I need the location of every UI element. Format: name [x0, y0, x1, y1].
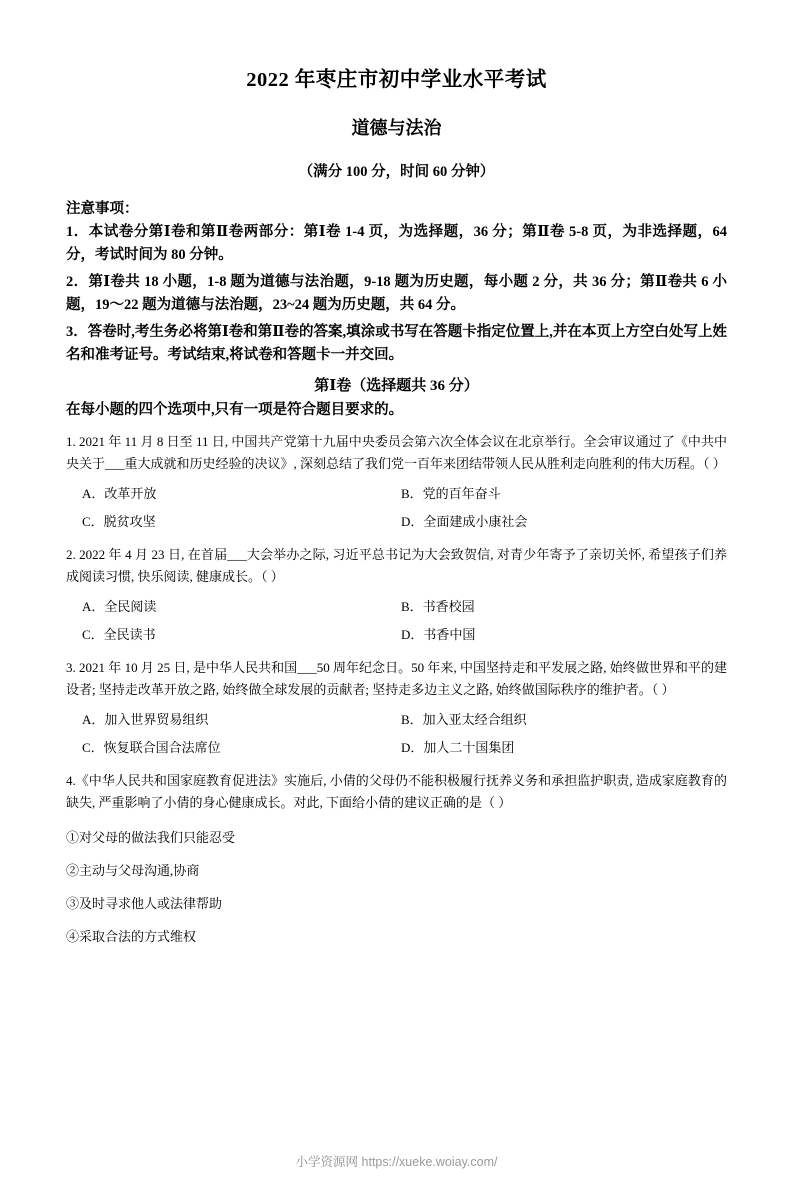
question-4-statement-2: ②主动与父母沟通,协商: [66, 862, 200, 878]
question-1-options: [66, 484, 727, 532]
question-3-option-a[interactable]: A．加入世界贸易组织: [82, 711, 209, 727]
question-3-option-d[interactable]: D．加人二十国集团: [401, 739, 515, 755]
question-1-option-a[interactable]: A．改革开放: [82, 485, 157, 501]
question-3-options: [66, 710, 727, 758]
exam-page: [0, 62, 793, 1184]
question-4-stem: 4.《中华人民共和国家庭教育促进法》实施后, 小倩的父母仍不能积极履行抚养义务和承担监护职责, 造成家庭教育的缺失, 严重影响了小倩的身心健康成长。对此, 下面给小倩的建议正确的是（ ）: [66, 772, 727, 811]
notice-heading: 注意事项：: [66, 201, 139, 217]
question-3-option-c[interactable]: C．恢复联合国合法席位: [82, 739, 221, 755]
watermark: [0, 1152, 793, 1170]
question-1-option-b[interactable]: B．党的百年奋斗: [401, 485, 501, 501]
question-1-option-d[interactable]: D．全面建成小康社会: [401, 513, 528, 529]
notice-item-1: 1．本试卷分第Ⅰ卷和第Ⅱ卷两部分：第Ⅰ卷 1-4 页，为选择题，36 分；第Ⅱ卷 5-8 页，为非选择题，64 分，考试时间为 80 分钟。: [66, 224, 727, 264]
question-2-option-d[interactable]: D．书香中国: [401, 626, 476, 642]
question-2-option-a[interactable]: A．全民阅读: [82, 598, 157, 614]
option-row: [66, 597, 727, 617]
question-3: [66, 657, 727, 758]
question-2: [66, 544, 727, 645]
option-row: [66, 484, 727, 504]
question-1-option-c[interactable]: C．脱贫攻坚: [82, 513, 156, 529]
question-3-stem: 3. 2021 年 10 月 25 日, 是中华人民共和国___50 周年纪念日。50 年来, 中国坚持走和平发展之路, 始终做世界和平的建设者; 坚持走改革开放之路, 始终做全球发展的贡献者; 坚持走多边主义之路, 始终做国际秩序的维护者。（ ）: [66, 659, 727, 698]
section-note: 在每小题的四个选项中,只有一项是符合题目要求的。: [66, 401, 404, 418]
subject-title: 道德与法治: [351, 118, 442, 138]
question-2-option-b[interactable]: B．书香校园: [401, 598, 475, 614]
notice-item-3: 3．答卷时,考生务必将第Ⅰ卷和第Ⅱ卷的答案,填涂或书写在答题卡指定位置上,并在本页上方空白处写上姓名和准考证号。考试结束,将试卷和答题卡一并交回。: [66, 323, 727, 364]
question-4-statement-3: ③及时寻求他人或法律帮助: [66, 895, 223, 911]
question-2-option-c[interactable]: C．全民读书: [82, 626, 156, 642]
question-4-statement-4: ④采取合法的方式维权: [66, 929, 197, 945]
question-3-option-b[interactable]: B．加入亚太经合组织: [401, 711, 527, 727]
section-heading: 第Ⅰ卷（选择题共 36 分）: [314, 377, 479, 394]
question-2-options: [66, 597, 727, 645]
option-row: [66, 738, 727, 758]
question-4-statement-1: ①对父母的做法我们只能忍受: [66, 829, 236, 845]
question-1-stem: 1. 2021 年 11 月 8 日至 11 日, 中国共产党第十九届中央委员会第六次全体会议在北京举行。全会审议通过了《中共中央关于___重大成就和历史经验的决议》, 深刻总结了我们党一百年来团结带领人民从胜利走向胜利的伟大历程。（ ）: [66, 433, 727, 472]
option-row: [66, 625, 727, 645]
option-row: [66, 710, 727, 730]
question-2-stem: 2. 2022 年 4 月 23 日, 在首届___大会举办之际, 习近平总书记为大会致贺信, 对青少年寄予了亲切关怀, 希望孩子们养成阅读习惯, 快乐阅读, 健康成长。（ ）: [66, 546, 727, 585]
watermark-site-name: 小学资源网: [295, 1155, 359, 1169]
option-row: [66, 512, 727, 532]
question-1: [66, 431, 727, 532]
notice-item-2: 2．第Ⅰ卷共 18 小题，1-8 题为道德与法治题，9-18 题为历史题，每小题 2 分，共 36 分；第Ⅱ卷共 6 小题，19～22 题为道德与法治题，23~24 题为历史题，共 64 分。: [66, 273, 727, 314]
page-title: 2022 年枣庄市初中学业水平考试: [246, 69, 547, 91]
question-4: [66, 770, 727, 947]
watermark-url: https://xueke.woiay.com/: [361, 1155, 498, 1169]
score-time-line: （满分 100 分，时间 60 分钟）: [298, 164, 495, 180]
